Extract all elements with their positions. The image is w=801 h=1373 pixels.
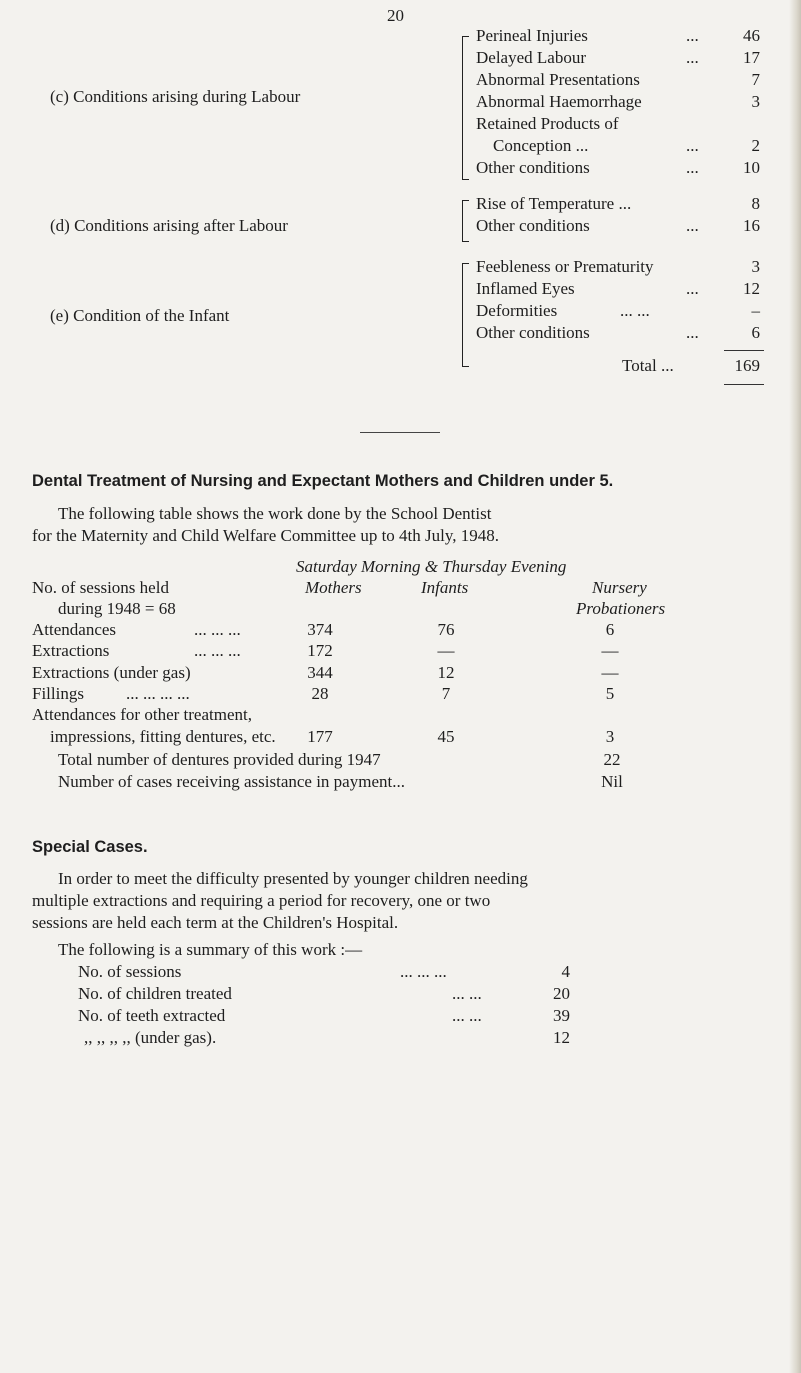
special-para-line-3: sessions are held each term at the Children's Hospital.: [32, 913, 399, 932]
session-header: Saturday Morning & Thursday Evening: [296, 557, 567, 576]
sessions-held-line-1: No. of sessions held: [32, 578, 169, 597]
summary-value: 20: [553, 984, 570, 1003]
condition-label: Other conditions: [476, 323, 590, 342]
sessions-held-line-2: during 1948 = 68: [58, 599, 176, 618]
condition-label: Abnormal Presentations: [476, 70, 640, 89]
condition-value: 2: [751, 136, 760, 155]
condition-value: 3: [751, 257, 760, 276]
group-label-infant: (e) Condition of the Infant: [50, 306, 230, 325]
dental-intro-line-2: for the Maternity and Child Welfare Committee up to 4th July, 1948.: [32, 526, 499, 545]
column-header-mothers: Mothers: [305, 578, 362, 597]
table-cell-infants: 12: [437, 663, 455, 682]
leader-dots: ...: [686, 26, 699, 45]
table-cell-infants: 76: [437, 620, 455, 639]
total-rule-bottom: [724, 384, 764, 385]
leader-dots: ... ...: [452, 1006, 482, 1025]
table-row-label: Extractions: [32, 641, 110, 660]
leader-dots: ...: [686, 48, 699, 67]
leader-dots: ... ... ...: [194, 620, 241, 639]
condition-value: 7: [751, 70, 760, 89]
payment-label: Number of cases receiving assistance in payment...: [58, 772, 405, 791]
summary-value: 4: [561, 962, 570, 981]
table-cell-mothers: 344: [307, 663, 333, 682]
condition-label: Rise of Temperature ...: [476, 194, 632, 213]
leader-dots: ...: [686, 216, 699, 235]
condition-value: 8: [751, 194, 760, 213]
summary-value: 39: [553, 1006, 570, 1025]
condition-value: 10: [743, 158, 760, 177]
condition-value: 46: [743, 26, 760, 45]
total-label: Total ...: [622, 356, 674, 375]
leader-dots: ...: [686, 323, 699, 342]
table-cell-nursery: —: [601, 663, 619, 682]
column-header-infants: Infants: [421, 578, 469, 597]
condition-value: 12: [743, 279, 760, 298]
table-row-label: Extractions (under gas): [32, 663, 191, 682]
brace-group-d: [462, 200, 469, 242]
condition-label: Delayed Labour: [476, 48, 586, 67]
table-cell-nursery: 5: [605, 684, 615, 703]
condition-label: Deformities: [476, 301, 558, 320]
dental-heading: Dental Treatment of Nursing and Expectant Mothers and Children under 5.: [32, 472, 614, 490]
leader-dots: ...: [686, 279, 699, 298]
condition-label: Inflamed Eyes: [476, 279, 575, 298]
summary-label: ,, ,, ,, ,, (under gas).: [84, 1028, 217, 1047]
column-header-nursery: Nursery: [592, 578, 647, 597]
table-cell-nursery: 3: [605, 727, 615, 746]
table-cell-mothers: 28: [311, 684, 329, 703]
table-cell-mothers: 177: [307, 727, 333, 746]
brace-group-c: [462, 36, 469, 180]
total-value: 169: [734, 356, 760, 375]
dentures-value: 22: [603, 750, 621, 769]
table-cell-infants: —: [437, 641, 455, 660]
summary-intro: The following is a summary of this work :—: [58, 940, 363, 959]
summary-value: 12: [553, 1028, 570, 1047]
condition-label: Retained Products of: [476, 114, 619, 133]
condition-value: 6: [751, 323, 760, 342]
dental-intro-line-1: The following table shows the work done by the School Dentist: [58, 504, 492, 523]
condition-label: Abnormal Haemorrhage: [476, 92, 642, 111]
condition-label: Feebleness or Prematurity: [476, 257, 654, 276]
leader-dots: ... ... ... ...: [126, 684, 190, 703]
leader-dots: ... ...: [620, 301, 650, 320]
leader-dots: ...: [686, 136, 699, 155]
summary-label: No. of teeth extracted: [78, 1006, 226, 1025]
special-heading: Special Cases.: [32, 838, 148, 856]
condition-label: Other conditions: [476, 158, 590, 177]
leader-dots: ...: [686, 158, 699, 177]
condition-value: 3: [751, 92, 760, 111]
page-number: 20: [387, 6, 404, 25]
table-row-label: Attendances: [32, 620, 117, 639]
table-cell-mothers: 374: [307, 620, 333, 639]
table-cell-infants: 45: [437, 727, 455, 746]
condition-label: Conception ...: [493, 136, 589, 155]
dentures-label: Total number of dentures provided during 1947: [58, 750, 381, 769]
group-label-during-labour: (c) Conditions arising during Labour: [50, 87, 301, 106]
table-row-label-other-line-2: impressions, fitting dentures, etc.: [50, 727, 276, 746]
table-row-label-other-line-1: Attendances for other treatment,: [32, 705, 252, 724]
page-edge-shadow: [789, 0, 801, 1373]
leader-dots: ... ...: [452, 984, 482, 1003]
table-cell-nursery: 6: [605, 620, 615, 639]
total-rule-top: [724, 350, 764, 351]
summary-label: No. of children treated: [78, 984, 232, 1003]
brace-group-e: [462, 263, 469, 367]
table-cell-nursery: —: [601, 641, 619, 660]
group-label-after-labour: (d) Conditions arising after Labour: [50, 216, 288, 235]
payment-value: Nil: [601, 772, 623, 791]
special-para-line-2: multiple extractions and requiring a period for recovery, one or two: [32, 891, 491, 910]
column-header-probationers: Probationers: [576, 599, 666, 618]
special-para-line-1: In order to meet the difficulty presented by younger children needing: [58, 869, 528, 888]
table-cell-infants: 7: [441, 684, 451, 703]
table-cell-mothers: 172: [307, 641, 333, 660]
condition-label: Other conditions: [476, 216, 590, 235]
condition-label: Perineal Injuries: [476, 26, 588, 45]
leader-dots: ... ... ...: [194, 641, 241, 660]
summary-label: No. of sessions: [78, 962, 182, 981]
condition-value: 16: [743, 216, 760, 235]
condition-value: –: [751, 301, 760, 320]
section-divider: [360, 432, 440, 433]
table-row-label: Fillings: [32, 684, 84, 703]
condition-value: 17: [743, 48, 760, 67]
leader-dots: ... ... ...: [400, 962, 447, 981]
